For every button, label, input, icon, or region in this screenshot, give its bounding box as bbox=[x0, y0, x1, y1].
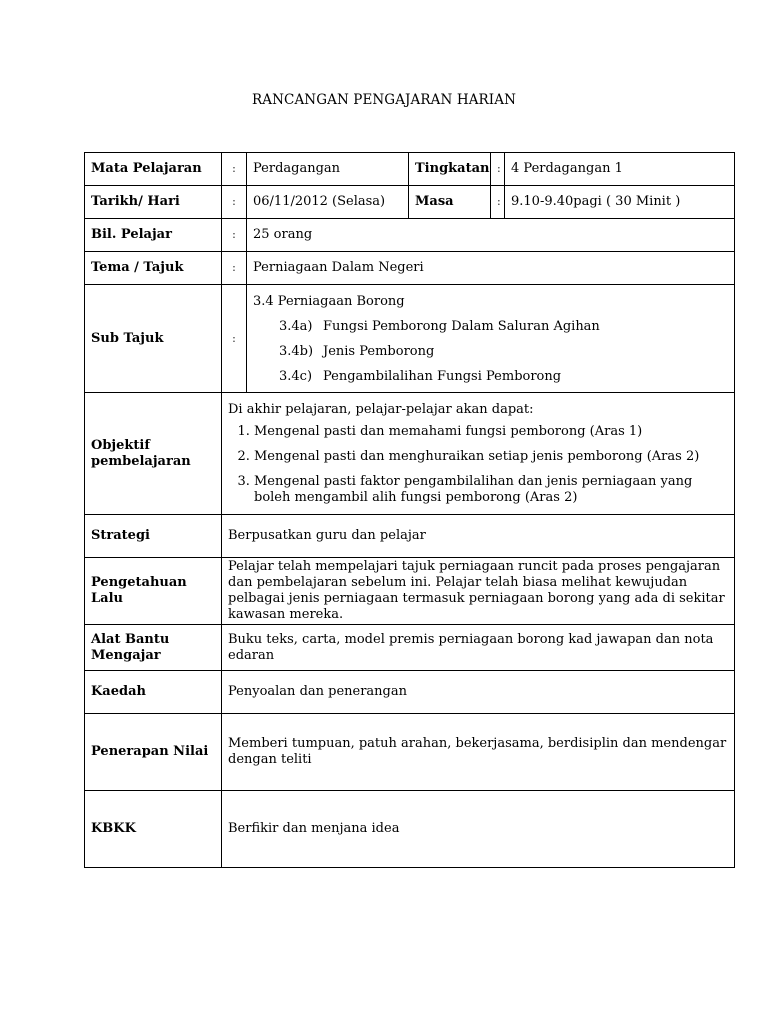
label-masa: Masa bbox=[409, 186, 491, 219]
document-title: RANCANGAN PENGAJARAN HARIAN bbox=[252, 92, 516, 108]
value-tingkatan: 4 Perdagangan 1 bbox=[505, 153, 735, 186]
value-tema: Perniagaan Dalam Negeri bbox=[247, 252, 735, 285]
label-alat-bantu: Alat Bantu Mengajar bbox=[85, 625, 222, 671]
label-strategi: Strategi bbox=[85, 515, 222, 558]
label-tema: Tema / Tajuk bbox=[85, 252, 222, 285]
sub-tajuk-code: 3.4c) bbox=[279, 368, 313, 384]
label-sub-tajuk: Sub Tajuk bbox=[85, 285, 222, 393]
row-bil-pelajar bbox=[85, 219, 735, 252]
value-sub-tajuk bbox=[247, 285, 735, 393]
value-objektif bbox=[222, 393, 735, 515]
row-kaedah bbox=[85, 671, 735, 714]
sub-tajuk-text: Pengambilalihan Fungsi Pemborong bbox=[323, 368, 562, 384]
value-tarikh: 06/11/2012 (Selasa) bbox=[247, 186, 409, 219]
sub-tajuk-text: Fungsi Pemborong Dalam Saluran Agihan bbox=[323, 318, 600, 334]
sub-tajuk-item bbox=[253, 339, 728, 364]
objektif-list bbox=[228, 424, 728, 506]
value-bil-pelajar: 25 orang bbox=[247, 219, 735, 252]
label-objektif: Objektif pembelajaran bbox=[85, 393, 222, 515]
row-mata-pelajaran bbox=[85, 153, 735, 186]
objektif-item: 1. Mengenal pasti dan memahami fungsi pemborong (Aras 1) bbox=[254, 424, 728, 440]
label-kaedah: Kaedah bbox=[85, 671, 222, 714]
colon: : bbox=[222, 153, 247, 186]
sub-tajuk-text: Jenis Pemborong bbox=[323, 343, 435, 359]
colon: : bbox=[222, 252, 247, 285]
label-mata-pelajaran: Mata Pelajaran bbox=[85, 153, 222, 186]
objektif-item: 2. Mengenal pasti dan menghuraikan setiap jenis pemborong (Aras 2) bbox=[254, 449, 728, 465]
row-pengetahuan bbox=[85, 558, 735, 625]
sub-tajuk-heading: 3.4 Perniagaan Borong bbox=[253, 293, 405, 309]
label-bil-pelajar: Bil. Pelajar bbox=[85, 219, 222, 252]
colon: : bbox=[491, 153, 505, 186]
row-alat-bantu bbox=[85, 625, 735, 671]
value-alat-bantu: Buku teks, carta, model premis perniagaan borong kad jawapan dan nota edaran bbox=[222, 625, 735, 671]
colon: : bbox=[222, 186, 247, 219]
value-kaedah: Penyoalan dan penerangan bbox=[222, 671, 735, 714]
row-objektif bbox=[85, 393, 735, 515]
label-kbkk: KBKK bbox=[85, 791, 222, 868]
value-masa: 9.10-9.40pagi ( 30 Minit ) bbox=[505, 186, 735, 219]
label-tingkatan: Tingkatan bbox=[409, 153, 491, 186]
colon: : bbox=[222, 219, 247, 252]
colon: : bbox=[222, 285, 247, 393]
colon: : bbox=[491, 186, 505, 219]
label-nilai: Penerapan Nilai bbox=[85, 714, 222, 791]
sub-tajuk-code: 3.4b) bbox=[279, 343, 314, 359]
row-kbkk bbox=[85, 791, 735, 868]
objektif-intro: Di akhir pelajaran, pelajar-pelajar akan dapat: bbox=[228, 401, 534, 417]
row-sub-tajuk bbox=[85, 285, 735, 393]
lesson-plan-table bbox=[84, 152, 735, 868]
value-pengetahuan: Pelajar telah mempelajari tajuk perniagaan runcit pada proses pengajaran dan pembelajaran sebelum ini. Pelajar telah biasa melihat kewujudan pelbagai jenis perniagaan termasuk perniagaan borong yang ada di sekitar kawasan mereka. bbox=[222, 558, 735, 625]
sub-tajuk-code: 3.4a) bbox=[279, 318, 313, 334]
row-nilai bbox=[85, 714, 735, 791]
label-pengetahuan: Pengetahuan Lalu bbox=[85, 558, 222, 625]
label-tarikh: Tarikh/ Hari bbox=[85, 186, 222, 219]
value-strategi: Berpusatkan guru dan pelajar bbox=[222, 515, 735, 558]
value-kbkk: Berfikir dan menjana idea bbox=[222, 791, 735, 868]
row-strategi bbox=[85, 515, 735, 558]
row-tema bbox=[85, 252, 735, 285]
sub-tajuk-item bbox=[253, 314, 728, 339]
objektif-item: 3. Mengenal pasti faktor pengambilalihan dan jenis perniagaan yang boleh mengambil alih fungsi pemborong (Aras 2) bbox=[254, 474, 728, 506]
value-mata-pelajaran: Perdagangan bbox=[247, 153, 409, 186]
value-nilai: Memberi tumpuan, patuh arahan, bekerjasama, berdisiplin dan mendengar dengan teliti bbox=[222, 714, 735, 791]
row-tarikh bbox=[85, 186, 735, 219]
sub-tajuk-item bbox=[253, 364, 728, 389]
